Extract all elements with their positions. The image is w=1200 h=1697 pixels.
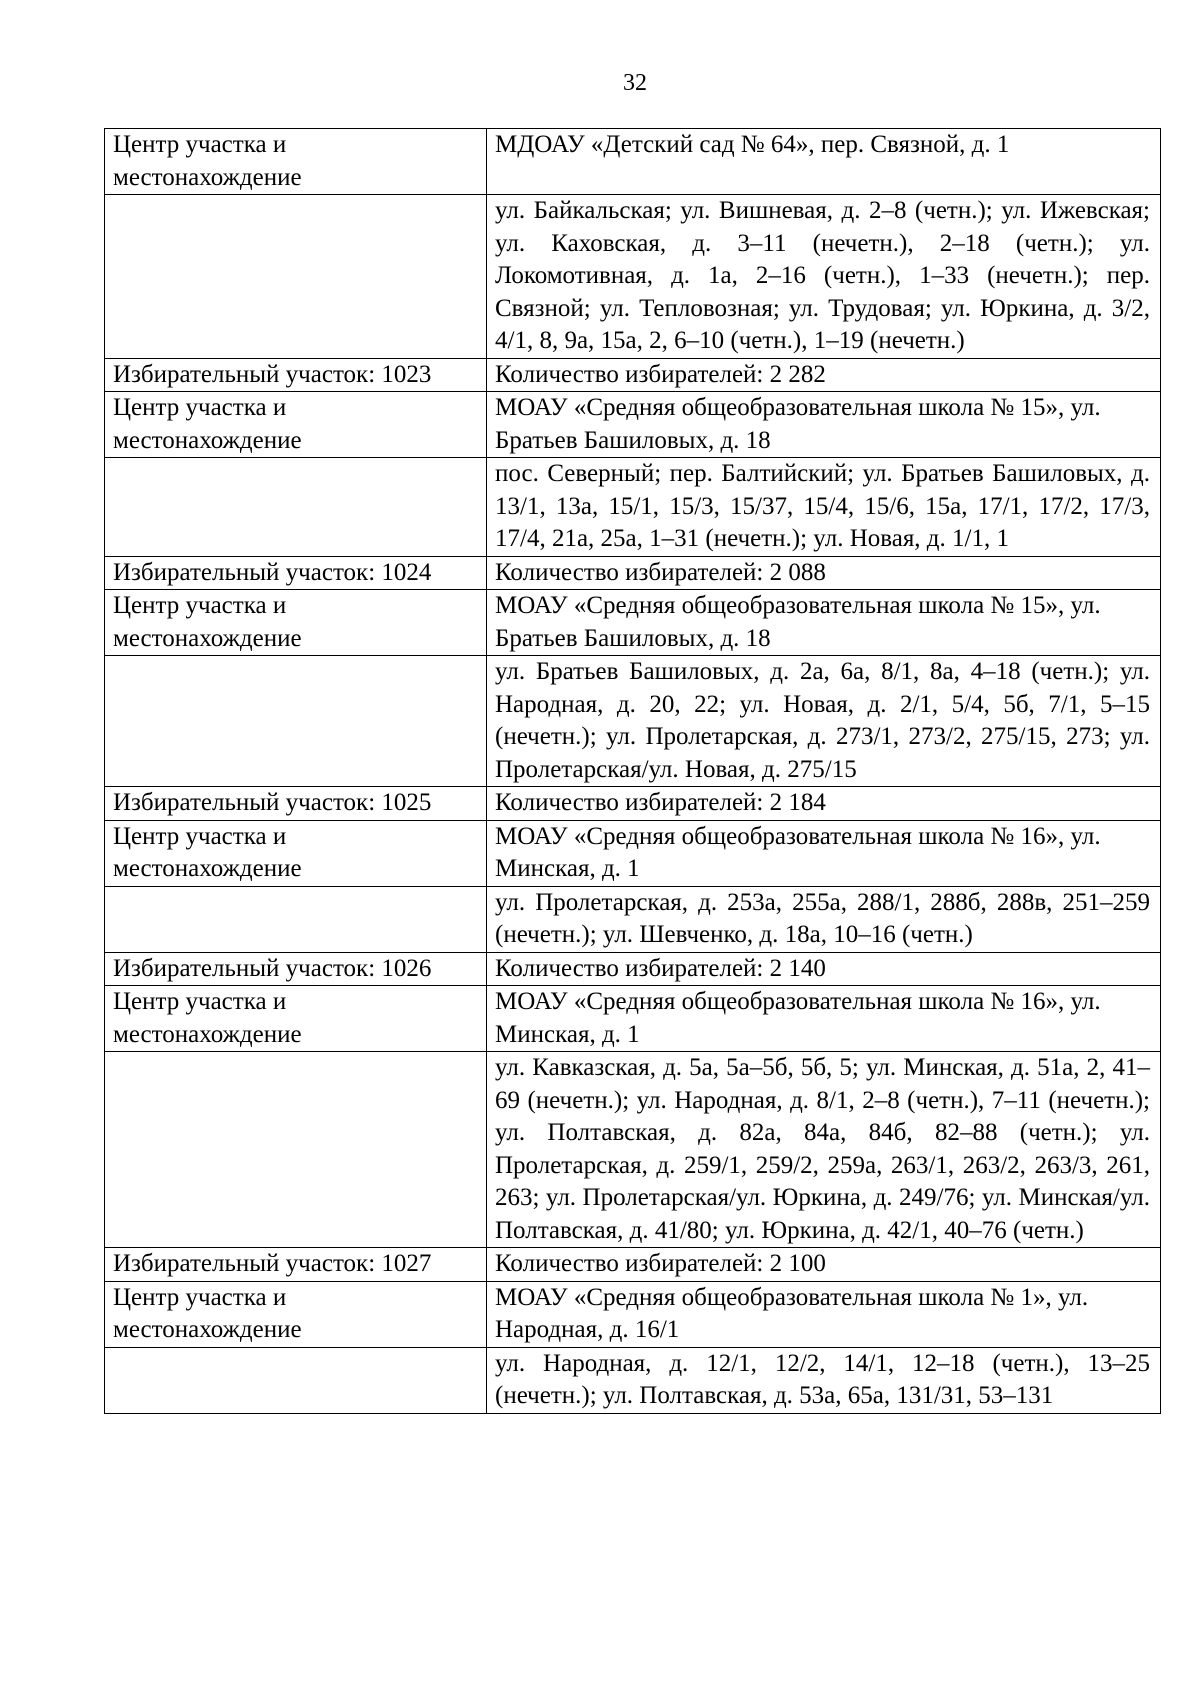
table-row <box>105 820 1161 886</box>
voter-count-cell: Количество избирателей: 2 140 <box>487 952 1161 986</box>
table-row <box>105 1052 1161 1248</box>
voter-count-cell: Количество избирателей: 2 088 <box>487 556 1161 590</box>
served-addresses-cell: пос. Северный; пер. Балтийский; ул. Братьев Башиловых, д. 13/1, 13а, 15/1, 15/3, 15/37, 15/4, 15/6, 15а, 17/1, 17/2, 17/3, 17/4, 21а, 25а, 1–31 (нечетн.); ул. Новая, д. 1/1, 1 <box>487 458 1161 557</box>
served-addresses-cell: ул. Пролетарская, д. 253а, 255а, 288/1, 288б, 288в, 251–259 (нечетн.); ул. Шевченко, д. 18а, 10–16 (четн.) <box>487 886 1161 952</box>
table-row <box>105 590 1161 656</box>
center-label-cell: Центр участка и местонахождение <box>105 129 487 195</box>
table-row <box>105 392 1161 458</box>
table-row <box>105 358 1161 392</box>
table-row <box>105 1248 1161 1282</box>
empty-cell <box>105 195 487 359</box>
empty-cell <box>105 656 487 787</box>
table-row <box>105 1281 1161 1347</box>
center-address-cell: МДОАУ «Детский сад № 64», пер. Связной, д. 1 <box>487 129 1161 195</box>
empty-cell <box>105 1052 487 1248</box>
served-addresses-cell: ул. Братьев Башиловых, д. 2а, 6а, 8/1, 8а, 4–18 (четн.); ул. Народная, д. 20, 22; ул. Новая, д. 2/1, 5/4, 5б, 7/1, 5–15 (нечетн.); ул. Пролетарская, д. 273/1, 273/2, 275/15, 273; ул. Пролетарская/ул. Новая, д. 275/15 <box>487 656 1161 787</box>
center-label-cell: Центр участка и местонахождение <box>105 590 487 656</box>
table-row <box>105 656 1161 787</box>
center-address-cell: МОАУ «Средняя общеобразовательная школа № 16», ул. Минская, д. 1 <box>487 820 1161 886</box>
page-number: 32 <box>623 70 647 96</box>
center-address-cell: МОАУ «Средняя общеобразовательная школа № 15», ул. Братьев Башиловых, д. 18 <box>487 392 1161 458</box>
center-address-cell: МОАУ «Средняя общеобразовательная школа № 1», ул. Народная, д. 16/1 <box>487 1281 1161 1347</box>
table-row <box>105 195 1161 359</box>
center-label-cell: Центр участка и местонахождение <box>105 392 487 458</box>
district-number-cell: Избирательный участок: 1027 <box>105 1248 487 1282</box>
table-row <box>105 787 1161 821</box>
table-row <box>105 986 1161 1052</box>
served-addresses-cell: ул. Кавказская, д. 5а, 5а–5б, 5б, 5; ул. Минская, д. 51а, 2, 41–69 (нечетн.); ул. Народная, д. 8/1, 2–8 (четн.), 7–11 (нечетн.); ул. Полтавская, д. 82а, 84а, 84б, 82–88 (четн.); ул. Пролетарская, д. 259/1, 259/2, 259а, 263/1, 263/2, 263/3, 261, 263; ул. Пролетарская/ул. Юркина, д. 249/76; ул. Минская/ул. Полтавская, д. 41/80; ул. Юркина, д. 42/1, 40–76 (четн.) <box>487 1052 1161 1248</box>
center-address-cell: МОАУ «Средняя общеобразовательная школа № 16», ул. Минская, д. 1 <box>487 986 1161 1052</box>
empty-cell <box>105 458 487 557</box>
center-label-cell: Центр участка и местонахождение <box>105 986 487 1052</box>
table-row <box>105 1347 1161 1413</box>
table-row <box>105 952 1161 986</box>
voter-count-cell: Количество избирателей: 2 100 <box>487 1248 1161 1282</box>
district-number-cell: Избирательный участок: 1023 <box>105 358 487 392</box>
served-addresses-cell: ул. Байкальская; ул. Вишневая, д. 2–8 (четн.); ул. Ижевская; ул. Каховская, д. 3–11 (нечетн.), 2–18 (четн.); ул. Локомотивная, д. 1а, 2–16 (четн.), 1–33 (нечетн.); пер. Связной; ул. Тепловозная; ул. Трудовая; ул. Юркина, д. 3/2, 4/1, 8, 9а, 15а, 2, 6–10 (четн.), 1–19 (нечетн.) <box>487 195 1161 359</box>
empty-cell <box>105 886 487 952</box>
table-row <box>105 556 1161 590</box>
table-row <box>105 458 1161 557</box>
center-label-cell: Центр участка и местонахождение <box>105 820 487 886</box>
empty-cell <box>105 1347 487 1413</box>
voter-count-cell: Количество избирателей: 2 184 <box>487 787 1161 821</box>
polling-stations-table <box>104 128 1161 1414</box>
center-address-cell: МОАУ «Средняя общеобразовательная школа № 15», ул. Братьев Башиловых, д. 18 <box>487 590 1161 656</box>
district-number-cell: Избирательный участок: 1024 <box>105 556 487 590</box>
table-row <box>105 886 1161 952</box>
served-addresses-cell: ул. Народная, д. 12/1, 12/2, 14/1, 12–18 (четн.), 13–25 (нечетн.); ул. Полтавская, д. 53а, 65а, 131/31, 53–131 <box>487 1347 1161 1413</box>
table-row <box>105 129 1161 195</box>
district-number-cell: Избирательный участок: 1026 <box>105 952 487 986</box>
voter-count-cell: Количество избирателей: 2 282 <box>487 358 1161 392</box>
district-number-cell: Избирательный участок: 1025 <box>105 787 487 821</box>
center-label-cell: Центр участка и местонахождение <box>105 1281 487 1347</box>
